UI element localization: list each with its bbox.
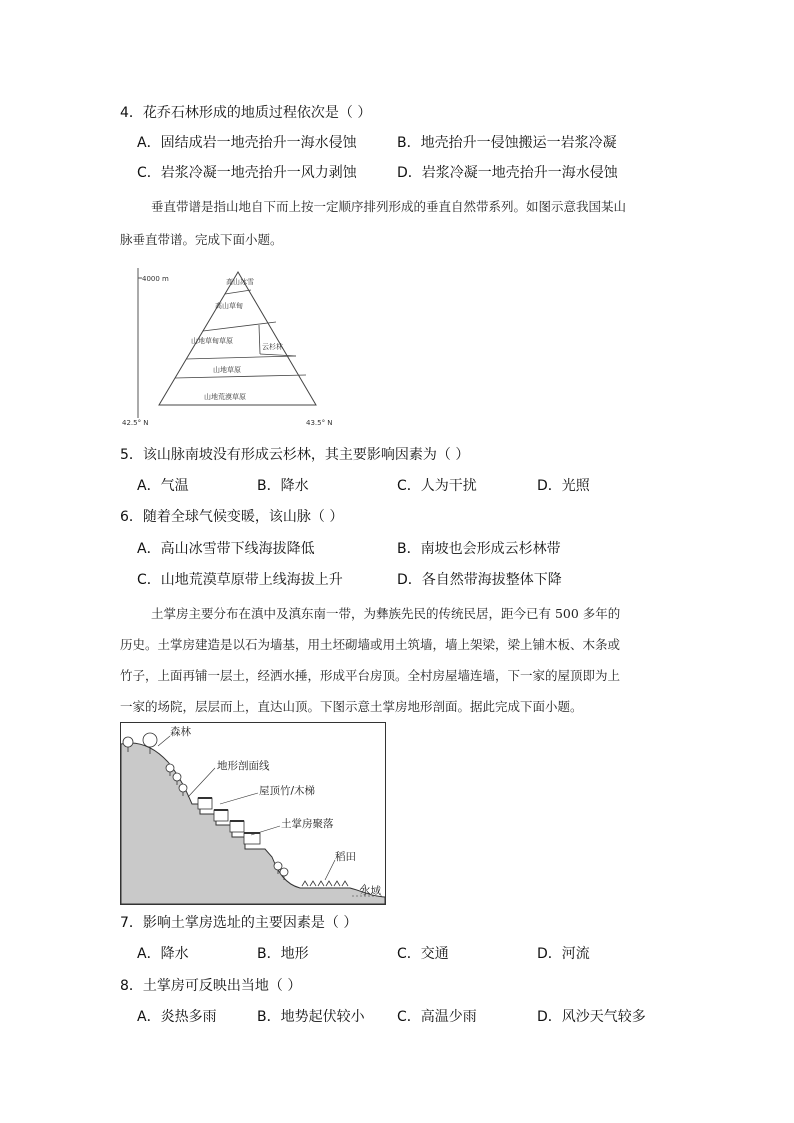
passage2-line2: 历史。土掌房建造是以石为墙基，用土坯砌墙或用土筑墙，墙上架梁，梁上铺木板、木条或 <box>120 637 621 652</box>
label-mountain-steppe: 山地草原 <box>213 366 241 374</box>
label-forest: 森林 <box>170 726 191 738</box>
label-mountain-meadow-steppe: 山地草甸草原 <box>191 337 233 345</box>
q6-option-a[interactable]: A．高山冰雪带下线海拔降低 <box>137 541 315 557</box>
q6-stem: 6．随着全球气候变暖，该山脉（ ） <box>120 509 344 525</box>
label-alpine-snow: 高山冰雪 <box>226 278 254 286</box>
passage1-line1: 垂直带谱是指山地自下而上按一定顺序排列形成的垂直自然带系列。如图示意我国某山 <box>151 199 627 214</box>
q4-option-a[interactable]: A．固结成岩一地壳抬升一海水侵蚀 <box>137 135 357 151</box>
label-spruce-forest: 云杉林 <box>262 343 283 351</box>
q8-option-d[interactable]: D．风沙天气较多 <box>537 1009 646 1025</box>
elevation-label: 4000 m <box>142 275 169 283</box>
q4-option-d[interactable]: D．岩浆冷凝一地壳抬升一海水侵蚀 <box>397 165 618 181</box>
label-alpine-meadow: 高山草甸 <box>215 302 243 310</box>
q5-option-d[interactable]: D．光照 <box>537 478 590 494</box>
q4-stem: 4．花乔石林形成的地质过程依次是（ ） <box>120 105 372 121</box>
label-desert-steppe: 山地荒漠草原 <box>204 393 246 401</box>
q5-option-b[interactable]: B．降水 <box>257 478 309 494</box>
q8-option-b[interactable]: B．地势起伏较小 <box>257 1009 365 1025</box>
q5-option-c[interactable]: C．人为干扰 <box>397 478 477 494</box>
q8-stem: 8．土掌房可反映出当地（ ） <box>120 978 302 994</box>
q8-option-c[interactable]: C．高温少雨 <box>397 1009 477 1025</box>
q5-stem: 5．该山脉南坡没有形成云杉林，其主要影响因素为（ ） <box>120 447 470 463</box>
label-lat-north: 43.5° N <box>306 419 333 427</box>
vertical-zonation-figure <box>118 262 338 430</box>
q7-option-b[interactable]: B．地形 <box>257 946 309 962</box>
label-terrain-profile: 地形剖面线 <box>217 760 270 772</box>
label-roof-ladder: 屋顶竹/木梯 <box>259 785 316 797</box>
label-water: 水域 <box>360 885 381 897</box>
terrain-profile-figure <box>120 722 386 905</box>
q7-option-d[interactable]: D．河流 <box>537 946 590 962</box>
passage2-line1: 土掌房主要分布在滇中及滇东南一带，为彝族先民的传统民居，距今已有 500 多年的 <box>151 606 621 621</box>
q6-option-d[interactable]: D．各自然带海拔整体下降 <box>397 572 562 588</box>
label-paddy: 稻田 <box>335 851 356 863</box>
q7-option-a[interactable]: A．降水 <box>137 946 189 962</box>
q6-option-b[interactable]: B．南坡也会形成云杉林带 <box>397 541 561 557</box>
q5-option-a[interactable]: A．气温 <box>137 478 189 494</box>
label-village: 土掌房聚落 <box>281 818 334 830</box>
label-lat-south: 42.5° N <box>122 419 149 427</box>
q7-option-c[interactable]: C．交通 <box>397 946 449 962</box>
q8-option-a[interactable]: A．炎热多雨 <box>137 1009 217 1025</box>
q4-option-b[interactable]: B．地壳抬升一侵蚀搬运一岩浆冷凝 <box>397 135 617 151</box>
passage2-line4: 一家的场院，层层而上，直达山顶。下图示意土掌房地形剖面。据此完成下面小题。 <box>120 699 583 714</box>
q4-option-c[interactable]: C．岩浆冷凝一地壳抬升一风力剥蚀 <box>137 165 357 181</box>
q6-option-c[interactable]: C．山地荒漠草原带上线海拔上升 <box>137 572 343 588</box>
q7-stem: 7．影响土掌房选址的主要因素是（ ） <box>120 915 358 931</box>
passage1-line2: 脉垂直带谱。完成下面小题。 <box>120 232 283 247</box>
passage2-line3: 竹子，上面再铺一层土，经洒水捶，形成平台房顶。全村房屋墙连墙，下一家的屋顶即为上 <box>120 668 621 683</box>
